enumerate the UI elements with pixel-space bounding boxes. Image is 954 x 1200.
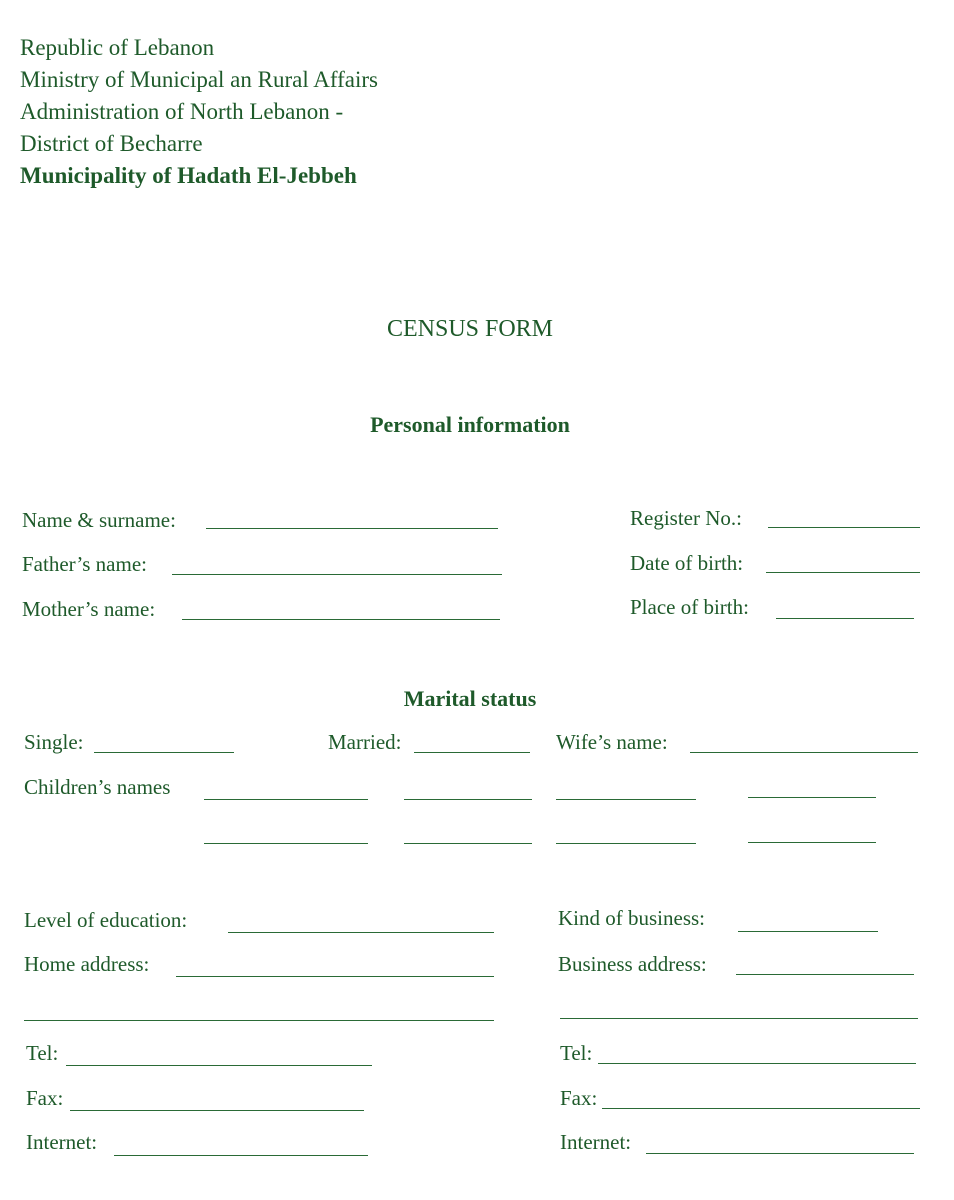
child-name-field-5[interactable] xyxy=(204,843,368,844)
education-field[interactable] xyxy=(228,932,494,933)
register-no-field[interactable] xyxy=(768,527,920,528)
internet-label: Internet: xyxy=(26,1130,98,1154)
children-names-label: Children’s names xyxy=(24,775,171,799)
fax-label: Fax: xyxy=(26,1086,64,1110)
personal-info-heading: Personal information xyxy=(370,412,570,437)
mother-name-field[interactable] xyxy=(182,619,500,620)
single-field[interactable] xyxy=(94,752,234,753)
home-address-field-2[interactable] xyxy=(24,1020,494,1021)
place-of-birth-field[interactable] xyxy=(776,618,914,619)
business-kind-label: Kind of business: xyxy=(558,906,705,930)
mother-name-label: Mother’s name: xyxy=(22,597,156,621)
married-label: Married: xyxy=(328,730,402,754)
father-name-field[interactable] xyxy=(172,574,502,575)
register-no-label: Register No.: xyxy=(630,506,742,530)
child-name-field-1[interactable] xyxy=(204,799,368,800)
home-address-label: Home address: xyxy=(24,952,150,976)
name-surname-label: Name & surname: xyxy=(22,508,176,532)
child-name-field-7[interactable] xyxy=(556,843,696,844)
business-internet-field[interactable] xyxy=(646,1153,914,1154)
business-tel-label: Tel: xyxy=(560,1041,593,1065)
child-name-field-8[interactable] xyxy=(748,842,876,843)
header-country: Republic of Lebanon xyxy=(20,35,215,60)
header-municipality: Municipality of Hadath El-Jebbeh xyxy=(20,163,357,188)
wife-name-label: Wife’s name: xyxy=(556,730,668,754)
date-of-birth-field[interactable] xyxy=(766,572,920,573)
business-kind-field[interactable] xyxy=(738,931,878,932)
married-field[interactable] xyxy=(414,752,530,753)
tel-field[interactable] xyxy=(66,1065,372,1066)
business-address-field[interactable] xyxy=(736,974,914,975)
marital-status-heading: Marital status xyxy=(403,686,537,711)
header-administration: Administration of North Lebanon - xyxy=(20,99,344,124)
child-name-field-4[interactable] xyxy=(748,797,876,798)
business-address-field-2[interactable] xyxy=(560,1018,918,1019)
business-fax-field[interactable] xyxy=(602,1108,920,1109)
place-of-birth-label: Place of birth: xyxy=(630,595,749,619)
home-address-field[interactable] xyxy=(176,976,494,977)
child-name-field-6[interactable] xyxy=(404,843,532,844)
name-surname-field[interactable] xyxy=(206,528,498,529)
header-district: District of Becharre xyxy=(20,131,203,156)
business-address-label: Business address: xyxy=(558,952,707,976)
education-label: Level of education: xyxy=(24,908,188,932)
business-tel-field[interactable] xyxy=(598,1063,916,1064)
fax-field[interactable] xyxy=(70,1110,364,1111)
letterhead xyxy=(20,32,378,192)
header-ministry: Ministry of Municipal an Rural Affairs xyxy=(20,67,378,92)
tel-label: Tel: xyxy=(26,1041,59,1065)
wife-name-field[interactable] xyxy=(690,752,918,753)
business-internet-label: Internet: xyxy=(560,1130,632,1154)
business-fax-label: Fax: xyxy=(560,1086,598,1110)
child-name-field-3[interactable] xyxy=(556,799,696,800)
form-title: CENSUS FORM xyxy=(386,316,554,342)
father-name-label: Father’s name: xyxy=(22,552,147,576)
internet-field[interactable] xyxy=(114,1155,368,1156)
date-of-birth-label: Date of birth: xyxy=(630,551,744,575)
single-label: Single: xyxy=(24,730,84,754)
child-name-field-2[interactable] xyxy=(404,799,532,800)
